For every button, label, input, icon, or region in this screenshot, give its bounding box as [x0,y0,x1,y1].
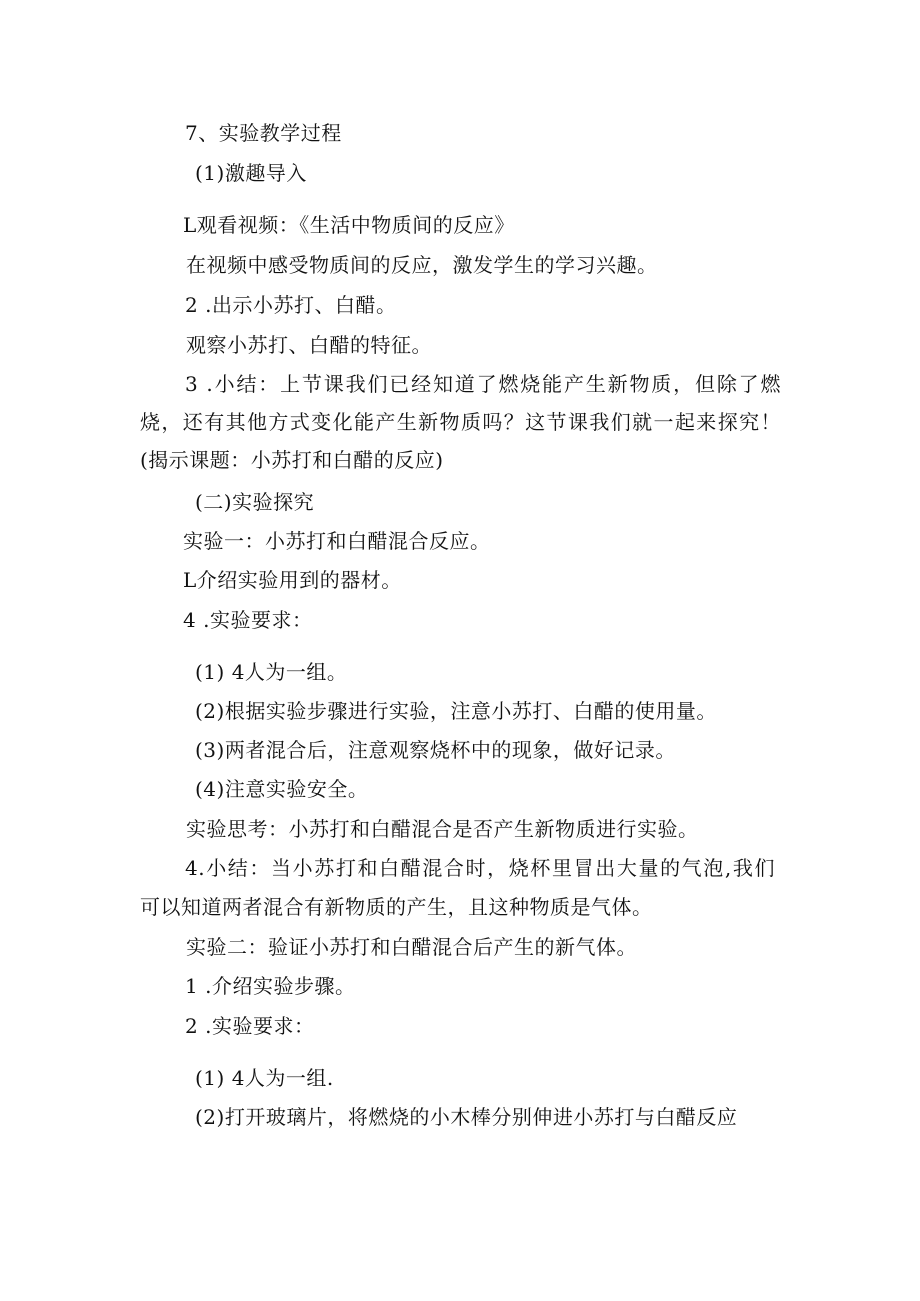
paragraph: 3 .小结：上节课我们已经知道了燃烧能产生新物质，但除了燃 [185,372,781,396]
paragraph: (揭示课题：小苏打和白醋的反应) [140,448,444,472]
list-item: (1) 4人为一组。 [195,660,348,684]
list-item: (3)两者混合后，注意观察烧杯中的现象，做好记录。 [195,738,676,762]
subsection-intro: (1)激趣导入 [195,161,307,185]
paragraph: L介绍实验用到的器材。 [183,568,402,592]
paragraph: L观看视频：《生活中物质间的反应》 [183,213,515,237]
paragraph: 实验二：验证小苏打和白醋混合后产生的新气体。 [186,935,637,959]
section-title: 7、实验教学过程 [185,121,342,145]
list-item: (2)打开玻璃片，将燃烧的小木棒分别伸进小苏打与白醋反应 [195,1105,738,1129]
list-item: (1) 4人为一组. [195,1066,334,1090]
paragraph: 2 .实验要求： [185,1014,315,1038]
subsection-explore: (二)实验探究 [195,490,315,514]
paragraph: 烧，还有其他方式变化能产生新物质吗？这节课我们就一起来探究！ [140,410,781,434]
paragraph: 可以知道两者混合有新物质的产生，且这种物质是气体。 [140,895,653,919]
paragraph: 实验思考：小苏打和白醋混合是否产生新物质进行实验。 [186,817,699,841]
list-item: (4)注意实验安全。 [195,777,369,801]
paragraph: 4 .实验要求： [183,608,313,632]
list-item: (2)根据实验步骤进行实验，注意小苏打、白醋的使用量。 [195,699,717,723]
paragraph: 在视频中感受物质间的反应，激发学生的学习兴趣。 [186,253,658,277]
paragraph: 观察小苏打、白醋的特征。 [186,333,432,357]
paragraph: 2 .出示小苏打、白醋。 [185,293,397,317]
paragraph: 4.小结：当小苏打和白醋混合时，烧杯里冒出大量的气泡,我们 [185,856,775,880]
paragraph: 1 .介绍实验步骤。 [185,974,356,998]
paragraph: 实验一：小苏打和白醋混合反应。 [183,529,491,553]
